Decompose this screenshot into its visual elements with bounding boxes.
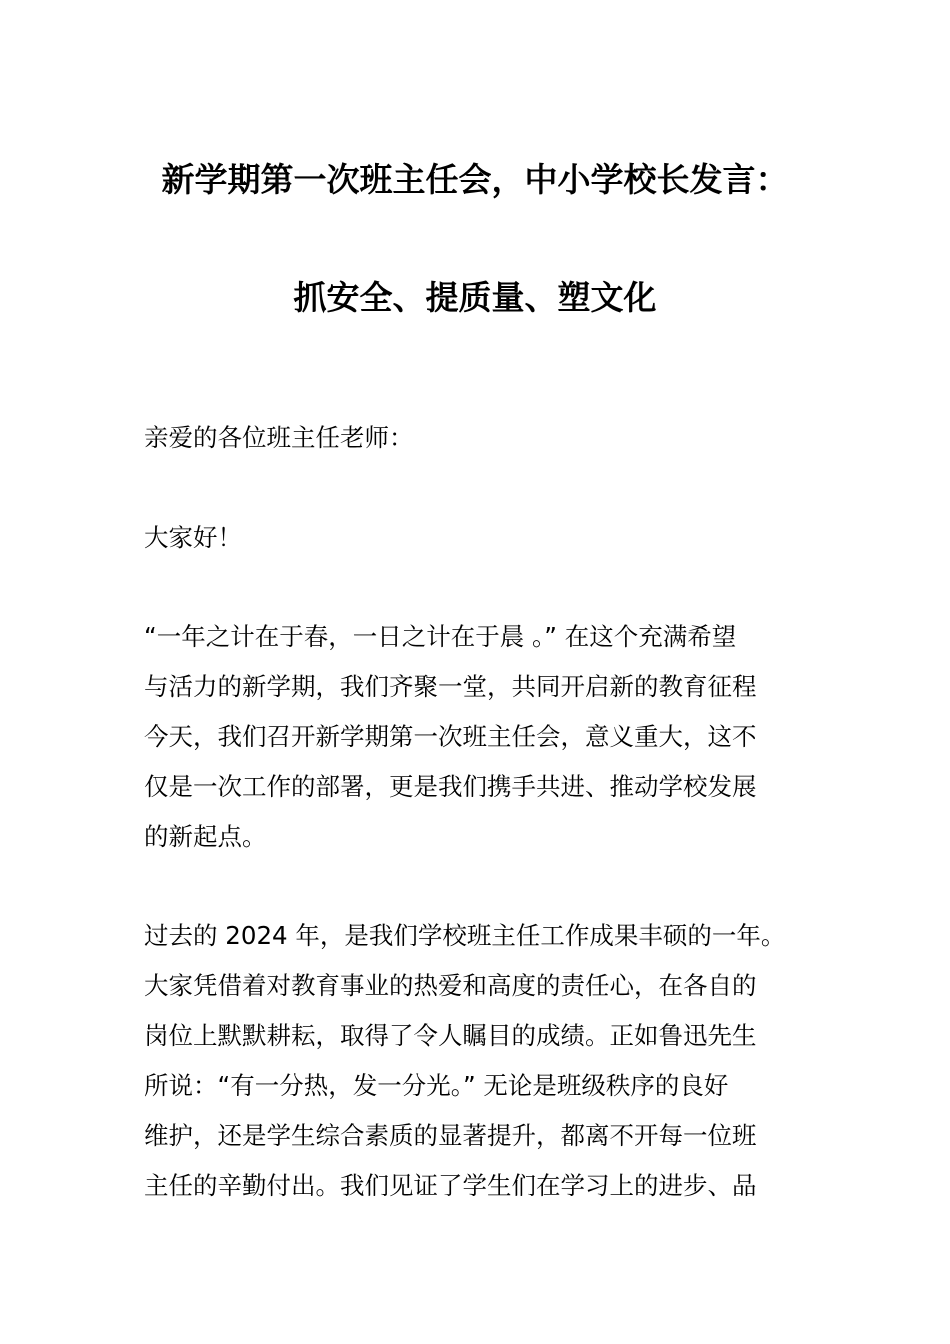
salutation: [144, 413, 814, 463]
paragraph-2: [144, 911, 814, 1211]
paragraph-1-line: 的新起点。: [144, 822, 267, 851]
paragraph-1-line: 与活力的新学期，我们齐聚一堂，共同开启新的教育征程: [144, 672, 757, 701]
greeting-text: 大家好！: [144, 523, 242, 552]
paragraph-1: [144, 612, 814, 862]
paragraph-2-line: 维护，还是学生综合素质的显著提升，都离不开每一位班: [144, 1121, 757, 1150]
paragraph-2-line: 主任的辛勤付出。我们见证了学生们在学习上的进步、品: [144, 1171, 757, 1200]
paragraph-1-line: “一年之计在于春，一日之计在于晨 。” 在这个充满希望: [144, 622, 737, 651]
paragraph-2-line: 岗位上默默耕耘，取得了令人瞩目的成绩。正如鲁迅先生: [144, 1021, 757, 1050]
greeting: [144, 513, 814, 563]
paragraph-2-line: 大家凭借着对教育事业的热爱和高度的责任心，在各自的: [144, 971, 757, 1000]
salutation-text: 亲爱的各位班主任老师：: [144, 423, 414, 452]
paragraph-1-line: 仅是一次工作的部署，更是我们携手共进、推动学校发展: [144, 772, 757, 801]
document-title-line-1: 新学期第一次班主任会，中小学校长发言：: [161, 160, 789, 199]
paragraph-2-line: 所说：“有一分热，发一分光。” 无论是班级秩序的良好: [144, 1071, 729, 1100]
paragraph-1-line: 今天，我们召开新学期第一次班主任会，意义重大，这不: [144, 722, 757, 751]
document-title-line-2: 抓安全、提质量、塑文化: [293, 278, 657, 317]
paragraph-2-line: 过去的 2024 年，是我们学校班主任工作成果丰硕的一年。: [144, 921, 786, 950]
